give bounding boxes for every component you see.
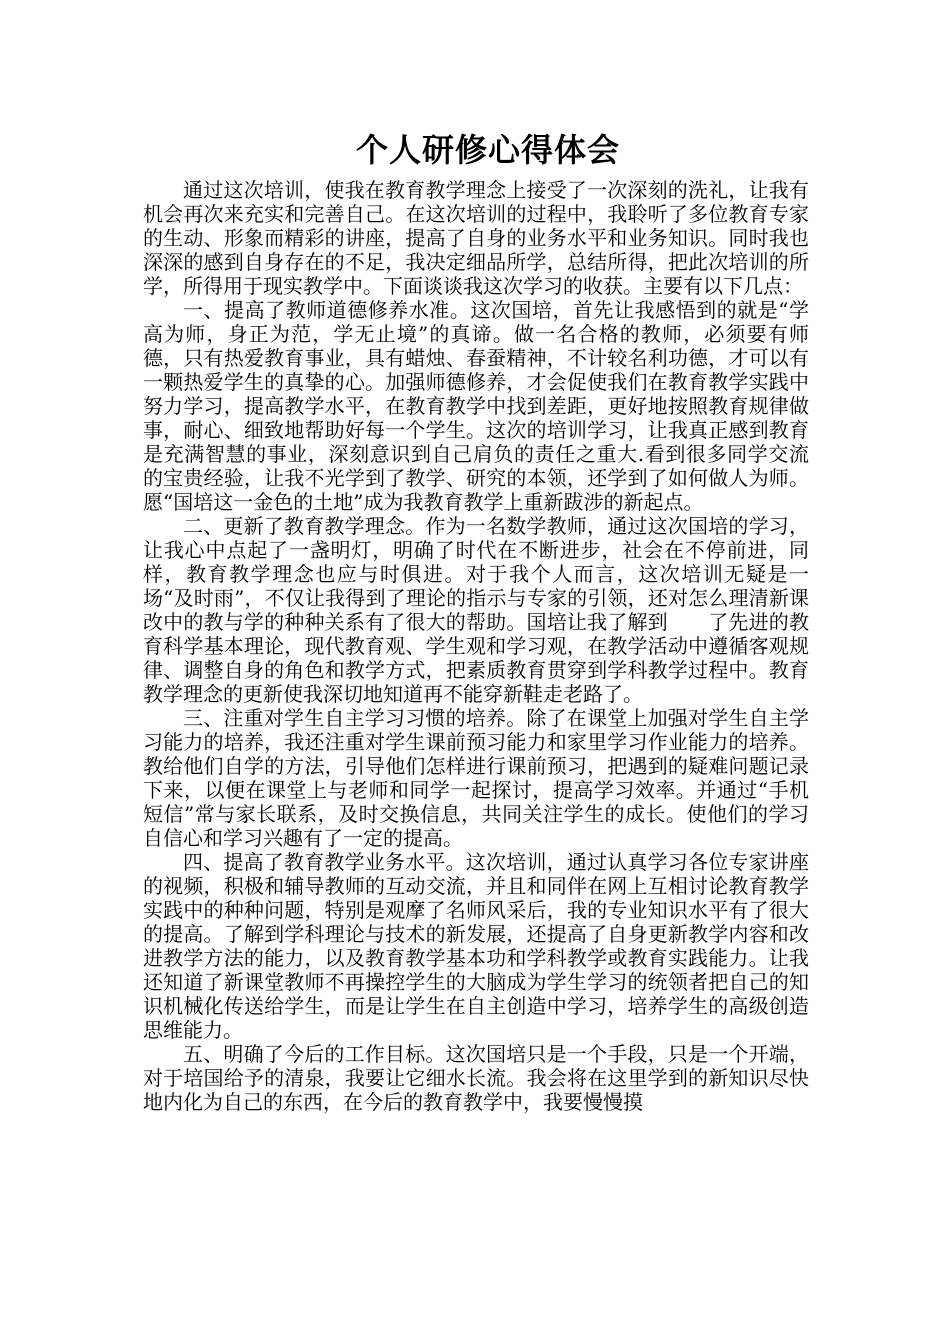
paragraph-point-2: 二、更新了教育教学理念。作为一名数学教师，通过这次国培的学习，让我心中点起了一盏明灯，明确了时代在不断进步，社会在不停前进，同样，教育教学理念也应与时俱进。对于我个人而言，这次培训无疑是一场“及时雨”，不仅让我得到了理论的指示与专家的引领，还对怎么理清新课改中的教与学的种种关系有了很大的帮助。国培让我了解到 了先进的教育科学基本理论，现代教育观、学生观和学习观，在教学活动中遵循客观规律、调整自身的角色和教学方式，把素质教育贯穿到学科教学过程中。教育教学理念的更新使我深切地知道再不能穿新鞋走老路了。 (143, 514, 809, 706)
paragraph-point-3: 三、注重对学生自主学习习惯的培养。除了在课堂上加强对学生自主学习能力的培养，我还注重对学生课前预习能力和家里学习作业能力的培养。教给他们自学的方法，引导他们怎样进行课前预习，把遇到的疑难问题记录下来，以便在课堂上与老师和同学一起探讨，提高学习效率。并通过“手机短信”常与家长联系，及时交换信息，共同关注学生的成长。使他们的学习自信心和学习兴趣有了一定的提高。 (143, 706, 809, 850)
paragraph-point-5: 五、明确了今后的工作目标。这次国培只是一个手段，只是一个开端，对于培国给予的清泉，我要让它细水长流。我会将在这里学到的新知识尽快地内化为自己的东西，在今后的教育教学中，我要慢慢摸 (143, 1042, 809, 1114)
document-title: 个人研修心得体会 (355, 131, 620, 169)
paragraph-intro: 通过这次培训，使我在教育教学理念上接受了一次深刻的洗礼，让我有机会再次来充实和完善自己。在这次培训的过程中，我聆听了多位教育专家的生动、形象而精彩的讲座，提高了自身的业务水平和业务知识。同时我也深深的感到自身存在的不足，我决定细品所学，总结所得，把此次培训的所学，所得用于现实教学中。下面谈谈我这次学习的收获。主要有以下几点： (143, 178, 809, 298)
paragraph-point-1: 一、提高了教师道德修养水准。这次国培，首先让我感悟到的就是“学高为师，身正为范，学无止境”的真谛。做一名合格的教师，必须要有师德，只有热爱教育事业，具有蜡烛、春蚕精神，不计较名利功德，才可以有一颗热爱学生的真挚的心。加强师德修养，才会促使我们在教育教学实践中努力学习，提高教学水平，在教育教学中找到差距，更好地按照教育规律做事，耐心、细致地帮助好每一个学生。这次的培训学习，让我真正感到教育是充满智慧的事业，深刻意识到自己肩负的责任之重大.看到很多同学交流的宝贵经验，让我不光学到了教学、研究的本领，还学到了如何做人为师。愿“国培这一金色的土地”成为我教育教学上重新跋涉的新起点。 (143, 298, 809, 514)
document-page (143, 122, 809, 1114)
paragraph-point-4: 四、提高了教育教学业务水平。这次培训，通过认真学习各位专家讲座的视频，积极和辅导教师的互动交流，并且和同伴在网上互相讨论教育教学实践中的种种问题，特别是观摩了名师风采后，我的专业知识水平有了很大的提高。了解到学科理论与技术的新发展，还提高了自身更新教学内容和改进教学方法的能力，以及教育教学基本功和学科教学或教育实践能力。让我还知道了新课堂教师不再操控学生的大脑成为学生学习的统领者把自己的知识机械化传送给学生，而是让学生在自主创造中学习，培养学生的高级创造思维能力。 (143, 850, 809, 1042)
